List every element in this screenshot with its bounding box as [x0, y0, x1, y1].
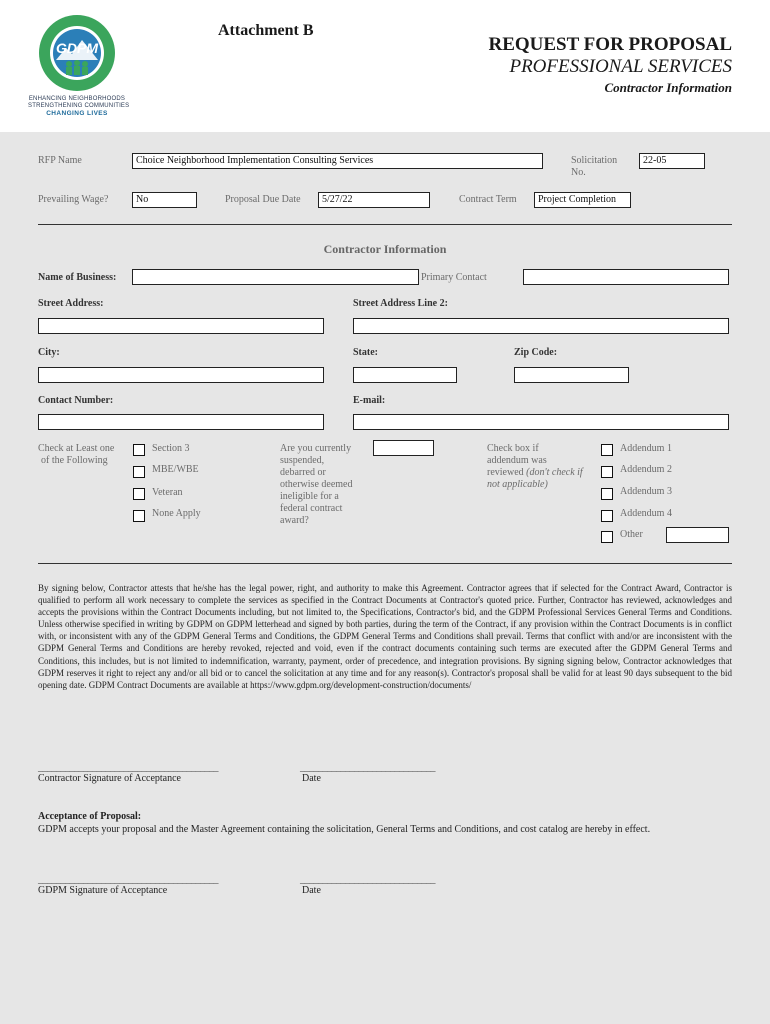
other-label: Other: [620, 529, 643, 540]
addendum-3-label: Addendum 3: [620, 486, 672, 497]
section-title-contractor: Contractor Information: [323, 242, 447, 256]
email-label: E-mail:: [353, 395, 386, 406]
prevailing-wage-label: Prevailing Wage?: [38, 194, 109, 205]
addendum-1-label: Addendum 1: [620, 443, 672, 454]
addendum-instr-line: Check box if: [487, 443, 539, 454]
addendum-4-checkbox[interactable]: [601, 510, 613, 522]
rfp-name-field[interactable]: Choice Neighborhood Implementation Consulting Services: [132, 153, 543, 169]
acceptance-text: GDPM accepts your proposal and the Master Agreement containing the solicitation, General Terms and Conditions, and cost catalog are hereby in effect.: [38, 824, 651, 835]
suspended-line: award?: [280, 515, 309, 526]
check-at-least-label-2: of the Following: [41, 455, 108, 466]
contractor-date-line[interactable]: ______________________________: [300, 762, 435, 773]
contact-number-label: Contact Number:: [38, 395, 114, 406]
suspended-line: otherwise deemed: [280, 479, 353, 490]
page-header: [0, 0, 770, 132]
gdpm-date-line[interactable]: ______________________________: [300, 874, 435, 885]
contractor-date-label: Date: [302, 773, 321, 784]
veteran-checkbox[interactable]: [133, 488, 145, 500]
city-field[interactable]: [38, 367, 324, 383]
contract-term-field[interactable]: Project Completion: [534, 192, 631, 208]
state-field[interactable]: [353, 367, 457, 383]
suspended-line: federal contract: [280, 503, 343, 514]
suspended-line: suspended,: [280, 455, 325, 466]
divider: [38, 224, 732, 225]
addendum-instr-italic: (don't check if: [526, 467, 583, 478]
addendum-4-label: Addendum 4: [620, 508, 672, 519]
addendum-instr-reviewed: reviewed: [487, 467, 524, 478]
zip-field[interactable]: [514, 367, 629, 383]
rfp-name-label: RFP Name: [38, 155, 82, 166]
section3-checkbox[interactable]: [133, 444, 145, 456]
addendum-2-label: Addendum 2: [620, 464, 672, 475]
check-at-least-label-1: Check at Least one: [38, 443, 115, 454]
gdpm-signature-label: GDPM Signature of Acceptance: [38, 885, 168, 896]
addendum-1-checkbox[interactable]: [601, 444, 613, 456]
contractor-signature-label: Contractor Signature of Acceptance: [38, 773, 181, 784]
email-field[interactable]: [353, 414, 729, 430]
addendum-instr-line: addendum was: [487, 455, 547, 466]
other-checkbox[interactable]: [601, 531, 613, 543]
zip-label: Zip Code:: [514, 347, 558, 358]
business-name-label: Name of Business:: [38, 272, 117, 283]
logo-tagline-2: STRENGTHENING COMMUNITIES: [28, 103, 130, 109]
street-address-field[interactable]: [38, 318, 324, 334]
title-line-1: REQUEST FOR PROPOSAL: [488, 34, 732, 55]
section3-label: Section 3: [152, 443, 190, 454]
solicitation-label-2: No.: [571, 167, 586, 178]
mbe-wbe-checkbox[interactable]: [133, 466, 145, 478]
acceptance-title: Acceptance of Proposal:: [38, 811, 142, 822]
suspended-line: debarred or: [280, 467, 326, 478]
gdpm-date-label: Date: [302, 885, 321, 896]
none-apply-checkbox[interactable]: [133, 510, 145, 522]
street-address-2-label: Street Address Line 2:: [353, 298, 448, 309]
addendum-3-checkbox[interactable]: [601, 488, 613, 500]
title-line-3: Contractor Information: [604, 80, 732, 95]
contact-number-field[interactable]: [38, 414, 324, 430]
street-address-2-field[interactable]: [353, 318, 729, 334]
suspended-line: ineligible for a: [280, 491, 339, 502]
none-apply-label: None Apply: [152, 508, 201, 519]
other-field[interactable]: [666, 527, 729, 543]
proposal-due-label: Proposal Due Date: [225, 194, 301, 205]
addendum-instr-line: not applicable): [487, 479, 548, 490]
street-address-label: Street Address:: [38, 298, 104, 309]
title-line-2: PROFESSIONAL SERVICES: [509, 56, 732, 77]
solicitation-label-1: Solicitation: [571, 155, 618, 166]
logo-tagline-3: CHANGING LIVES: [46, 110, 108, 117]
attachment-label: Attachment B: [218, 22, 314, 39]
city-label: City:: [38, 347, 60, 358]
primary-contact-field[interactable]: [523, 269, 729, 285]
mbe-wbe-label: MBE/WBE: [152, 464, 199, 475]
proposal-due-field[interactable]: 5/27/22: [318, 192, 430, 208]
suspended-question: [280, 443, 352, 527]
prevailing-wage-field[interactable]: No: [132, 192, 197, 208]
addendum-2-checkbox[interactable]: [601, 466, 613, 478]
veteran-label: Veteran: [152, 487, 183, 498]
terms-paragraph: By signing below, Contractor attests that he/she has the legal power, right, and authority to make this Agreement. Contractor agrees that if selected for the Contract Award, Contractor is qualified to perform all work necessary to complete the services as specified in the Contract Documents at Contractor's quoted price. Further, Contractor has reviewed, acknowledges and accepts the provisions within the Contract Documents including, but not limited to, the Specifications, Contractor's bid, and the GDPM Professional Services General Terms and Conditions. Unless otherwise specified in writing by GDPM on GDPM letterhead and signed by both parties, during the term of the Contract, if any provision within the Contract Documents is in conflict with, or inconsistent with any of the GDPM General Terms and Conditions, the GDPM General Terms and Conditions shall prevail. Terms that conflict with and/or are inconsistent with the GDPM General Terms and Conditions are hereby revoked, rejected and void, even if the contract documents containing such terms are executed after the GDPM General Terms and Conditions, this includes, but is not limited to indemnification, warranty, payment, order of precedence, and integration provisions. By signing signing below, Contractor acknowledges that GDPM reserves it right to reject any and/or all bid or to cancel the solicitation at any time and for any reason(s). Contractor's proposal shall be valid for at least 90 days subsequent to the bid opening date. GDPM Contract Documents are available at https://www.gdpm.org/development-construction/documents/: [38, 583, 732, 690]
addendum-instructions: [487, 443, 583, 491]
gdpm-signature-line[interactable]: ________________________________________: [38, 874, 218, 885]
state-label: State:: [353, 347, 378, 358]
logo-center-text: GDPM: [56, 40, 98, 56]
divider: [38, 563, 732, 564]
contractor-signature-line[interactable]: ________________________________________: [38, 762, 218, 773]
contract-term-label: Contract Term: [459, 194, 517, 205]
solicitation-number-field[interactable]: 22-05: [639, 153, 705, 169]
gdpm-logo: [28, 12, 130, 120]
business-name-field[interactable]: [132, 269, 419, 285]
suspended-line: Are you currently: [280, 443, 352, 454]
primary-contact-label: Primary Contact: [421, 272, 487, 283]
addendum-instr-line: [487, 467, 583, 479]
logo-tagline-1: ENHANCING NEIGHBORHOODS: [28, 96, 126, 102]
suspended-answer-field[interactable]: [373, 440, 434, 456]
